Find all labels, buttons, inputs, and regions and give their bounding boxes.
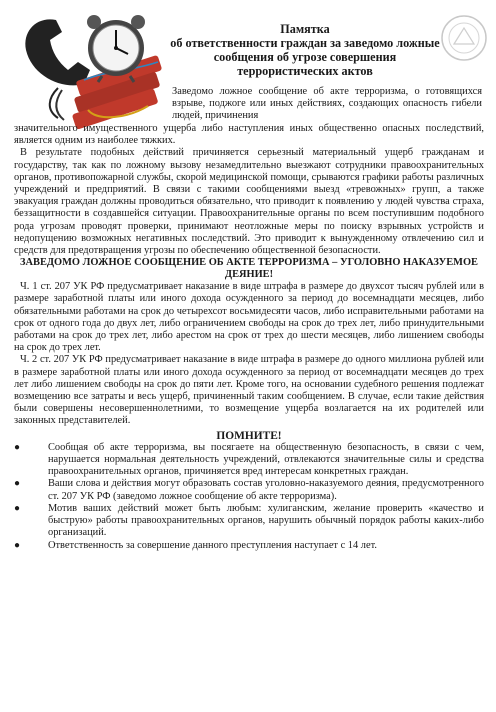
intro-continuation: значительного имущественного ущерба либо наступления иных общественно опасных последствий, является одним из наиболее тяжких. — [14, 123, 484, 147]
emblem-seal-icon — [440, 14, 488, 62]
remember-heading: ПОМНИТЕ! — [216, 429, 282, 442]
list-item-text: Мотив ваших действий может быть любым: хулиганским, желание проверить «качество и быструю» работы правоохранительных органов, нарушить обычный порядок работы каких-либо организаций. — [48, 502, 484, 539]
memo-body — [14, 123, 484, 552]
section-heading: ЗАВЕДОМО ЛОЖНОЕ СООБЩЕНИЕ ОБ АКТЕ ТЕРРОРИЗМА – УГОЛОВНО НАКАЗУЕМОЕ ДЕЯНИЕ! — [20, 257, 478, 281]
memo-title — [170, 22, 440, 78]
bomb-illustration — [18, 10, 168, 130]
bullet-icon: ● — [14, 441, 21, 453]
list-item-text: Ответственность за совершение данного преступления наступает с 14 лет. — [48, 539, 377, 551]
bullet-icon: ● — [14, 502, 21, 514]
list-item-text: Ваши слова и действия могут образовать состав уголовно-наказуемого деяния, предусмотренного ст. 207 УК РФ (заведомо ложное сообщение об акте терроризма). — [48, 478, 484, 502]
title-line: Памятка — [280, 22, 330, 36]
law-paragraph-part1: Ч. 1 ст. 207 УК РФ предусматривает наказание в виде штрафа в размере до двухсот тысяч рублей или в размере заработной платы или иного дохода осужденного за период до восемнадцати месяцев, либо обязательными работами на срок до четырехсот восьмидесяти часов, либо исправительными работами на срок от одного года до двух лет, либо ограничением свободы на срок до трех лет, либо принудительными работами на срок до трех лет, либо арестом на срок от трех до шести месяцев, либо лишением свободы на срок до трех лет. — [14, 281, 484, 354]
law-paragraph-part2: Ч. 2 ст. 207 УК РФ предусматривает наказание в виде штрафа в размере до одного миллиона рублей или в размере заработной платы или иного дохода осужденного за период от восемнадцати месяцев до трех лет либо лишением свободы на срок до пяти лет. Кроме того, на основании судебного решения подлежат возмещению все затраты и весь ущерб, причиненный таким сообщением. В случае, если такие действия были совершены несовершеннолетними, то возмещение ущерба возлагается на их родителей или законных представителей. — [14, 354, 484, 427]
remember-list — [14, 442, 484, 552]
bullet-icon: ● — [14, 478, 21, 490]
list-item — [14, 540, 484, 552]
title-line: террористических актов — [237, 64, 373, 78]
title-line: об ответственности граждан за заведомо ложные — [170, 36, 440, 50]
consequences-paragraph: В результате подобных действий причиняется серьезный материальный ущерб гражданам и государству, так как по ложному вызову незамедлительно выезжают сотрудники правоохранительных органов, противопожарной службы, скорой медицинской помощи, срываются графики работы различных учреждений и предприятий. В связи с такими сообщениями выезд «тревожных» групп, а также эвакуация граждан должны проводиться обязательно, что приводит к появлению у людей чувства страха, беззащитности в создавшейся ситуации. Правоохранительные органы по всем поступившим подобного рода угрозам проводят проверки, принимают неотложные меры по поиску взрывных устройств и недопущению возможных негативных последствий. Это приводит к вынужденному отвлечению сил и средств для предотвращения угрозы по обеспечению общественной безопасности. — [14, 147, 484, 257]
list-item — [14, 442, 484, 479]
list-item — [14, 503, 484, 540]
list-item-text: Сообщая об акте терроризма, вы посягаете на общественную безопасность, в связи с чем, нарушается нормальная деятельность учреждений, отвлекаются значительные силы и средства правоохранительных органов, причиняется вред интересам конкретных граждан. — [48, 441, 484, 478]
intro-text-right: Заведомо ложное сообщение об акте терроризма, о готовящихся взрыве, поджоге или иных действиях, создающих опасность гибели людей, причинения — [172, 86, 482, 122]
title-line: сообщения об угрозе совершения — [213, 50, 397, 64]
list-item — [14, 478, 484, 502]
bullet-icon: ● — [14, 539, 21, 551]
